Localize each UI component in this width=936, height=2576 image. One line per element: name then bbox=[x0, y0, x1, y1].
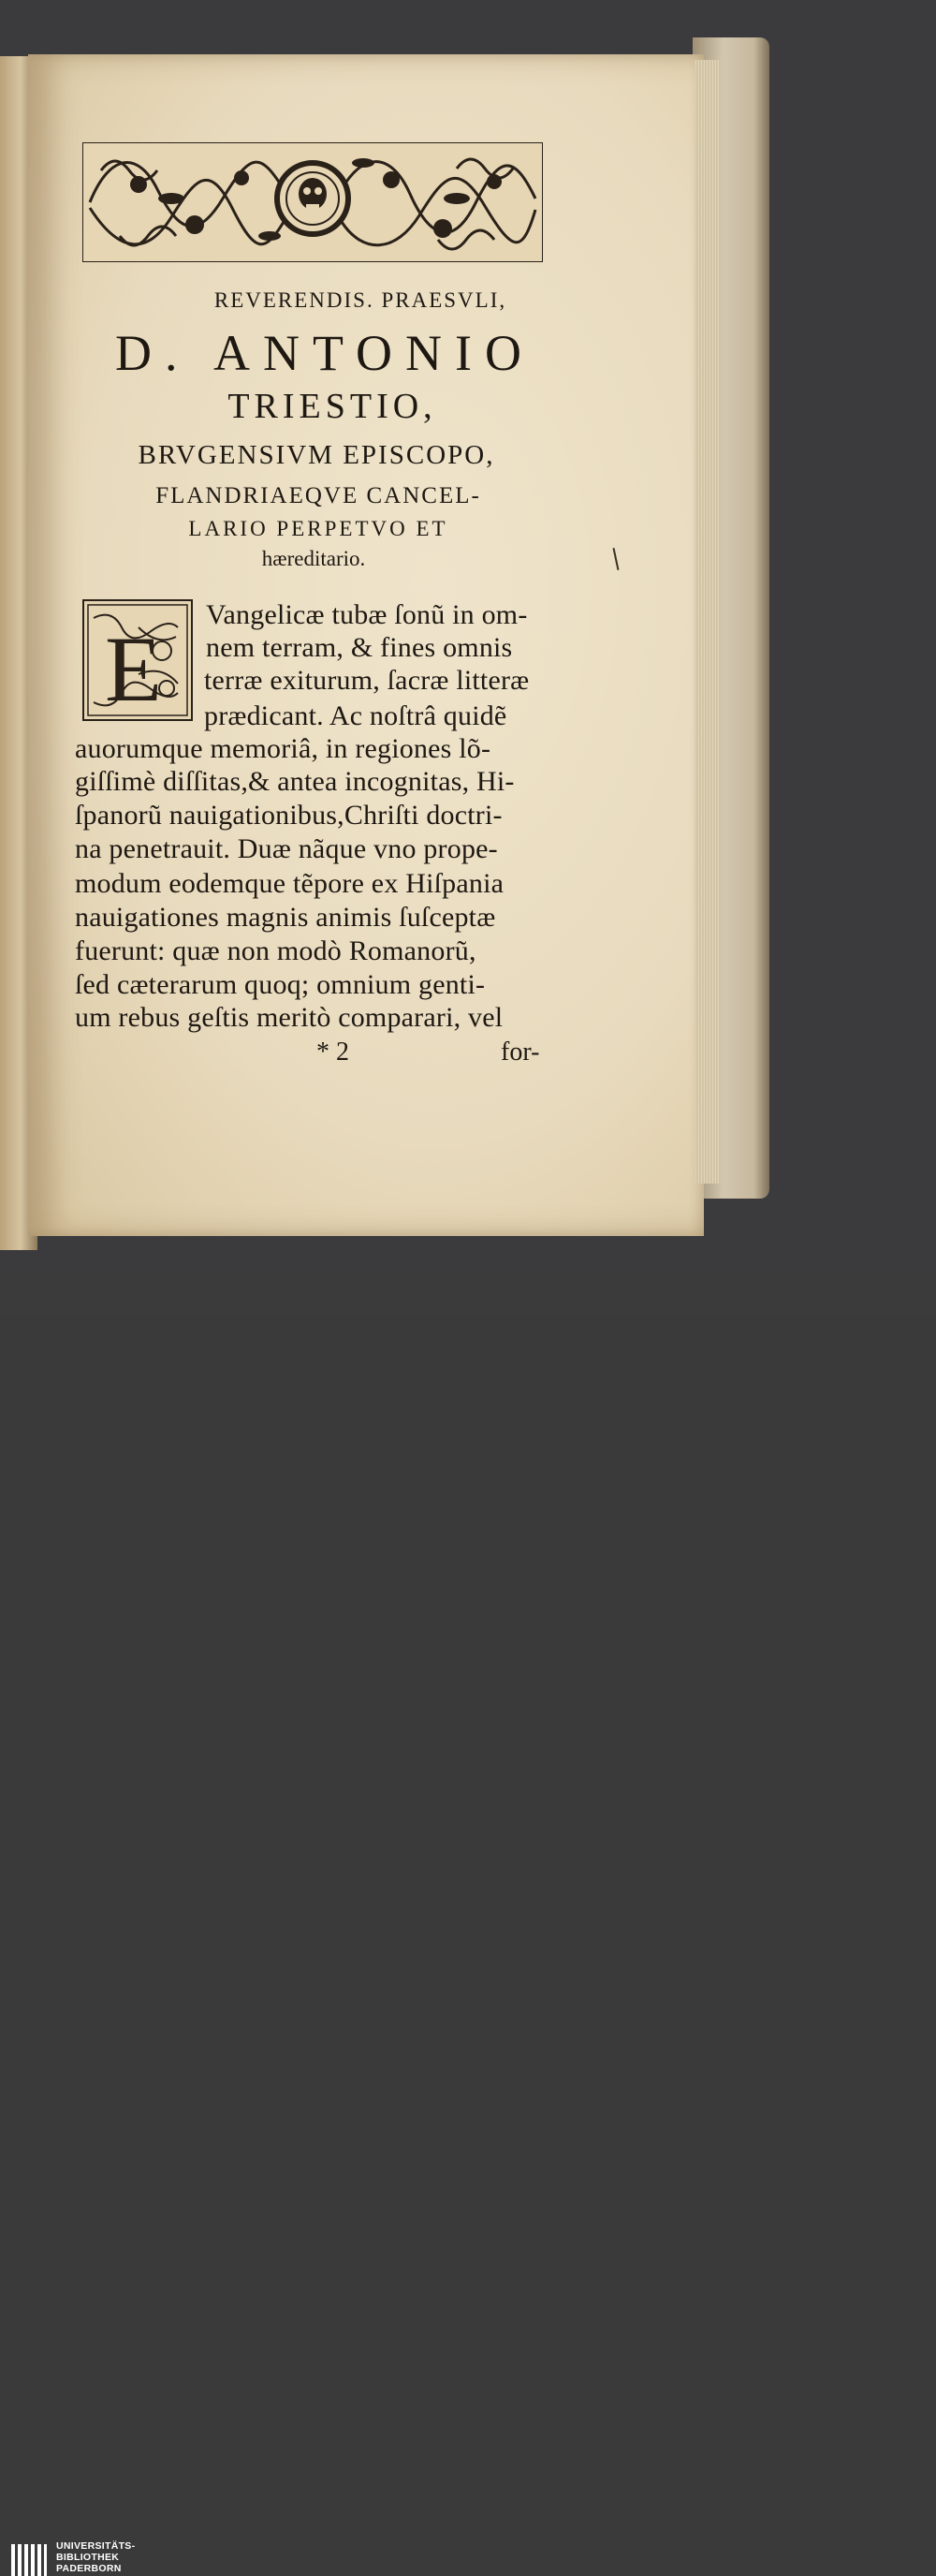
body-line-11: fuerunt: quæ non modò Romanorũ, bbox=[75, 935, 476, 966]
dedication-line-2: D. ANTONIO bbox=[115, 325, 534, 381]
logo-line-1: UNIVERSITÄTS- bbox=[56, 2540, 136, 2552]
body-line-13: um rebus geſtis meritò comparari, vel bbox=[75, 1002, 504, 1033]
body-line-3: terræ exiturum, ſacræ litteræ bbox=[204, 665, 530, 696]
library-logo-text bbox=[56, 2540, 135, 2574]
dedication-line-5: FLANDRIAEQVE CANCEL- bbox=[155, 483, 481, 508]
dedication-line-4: BRVGENSIVM EPISCOPO, bbox=[138, 440, 495, 470]
body-line-5: auorumque memoriâ, in regiones lõ- bbox=[75, 733, 491, 764]
catchword: for- bbox=[501, 1038, 540, 1067]
logo-line-2: BIBLIOTHEK bbox=[56, 2552, 120, 2563]
body-line-9: modum eodemque tẽpore ex Hiſpania bbox=[75, 868, 505, 899]
page-stack-edge bbox=[695, 60, 721, 1184]
signature-mark: * 2 bbox=[316, 1038, 349, 1067]
body-line-4: prædicant. Ac noſtrâ quidẽ bbox=[204, 700, 507, 731]
body-line-2: nem terram, & fines omnis bbox=[206, 632, 513, 663]
library-logo-icon bbox=[11, 2544, 47, 2576]
body-line-6: giſſimè diſſitas,& antea incognitas, Hi- bbox=[75, 766, 515, 797]
footer-bar bbox=[0, 1269, 936, 2574]
svg-text:E: E bbox=[105, 617, 163, 721]
dedication-line-7: hæreditario. bbox=[261, 547, 366, 570]
ornamental-headpiece bbox=[82, 142, 543, 262]
body-line-1: Vangelicæ tubæ ſonũ in om- bbox=[206, 599, 528, 630]
dedication-line-6: LARIO PERPETVO ET bbox=[188, 517, 448, 540]
dedication-line-1: REVERENDIS. PRAESVLI, bbox=[213, 288, 507, 312]
body-line-10: nauigationes magnis animis ſuſceptæ bbox=[75, 902, 496, 933]
body-line-12: ſed cæterarum quoq; omnium genti- bbox=[75, 969, 486, 1000]
logo-line-3: PADERBORN bbox=[56, 2563, 122, 2574]
body-line-8: na penetrauit. Duæ nãque vno prope- bbox=[75, 833, 498, 864]
decorated-initial bbox=[82, 599, 193, 721]
dedication-line-3: TRIESTIO, bbox=[227, 387, 437, 426]
body-line-7: ſpanorũ nauigationibus,Chriſti doctri- bbox=[75, 800, 503, 831]
scan-area bbox=[0, 0, 936, 1269]
